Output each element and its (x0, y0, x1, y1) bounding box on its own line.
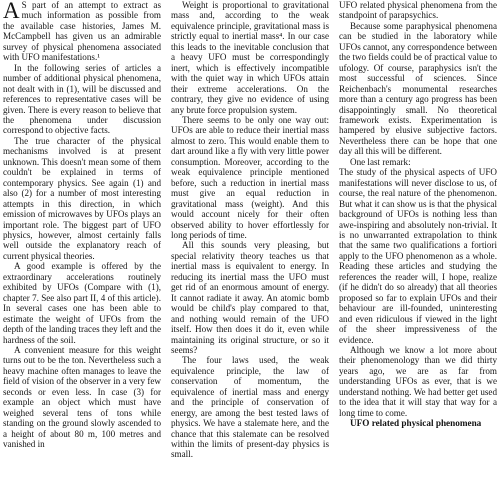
paragraph-3-1: UFO related physical phenomena from the standpoint of parapsychics. (339, 0, 497, 21)
paragraph-3-2: Because some paraphysical phenomena can be studied in the laboratory while UFOs cannot, any correspondence between the two fields could be of practical value to ufology. Of course, paraphysics isn't the most successful of sciences. Since Reichenbach's monumental researches more than a century ago progress has been disappointingly small. No theoretical framework exists. Experimentation is hampered by elusive subjective factors. Nevertheless there can be hope that one day all this will be different. (339, 20, 497, 157)
section-heading: UFO related physical phenomena (350, 418, 482, 429)
text-column-1 (3, 0, 161, 500)
paragraph-1-4: A good example is offered by the extraordinary accelerations routinely exhibited by UFOs (Compare with (1), chapter 7. See also part II, 4 of this article). In several cases one has been able to estimate the weight of UFOs from the depth of the landing traces they left and the hardness of the soil. (3, 261, 161, 345)
paragraph-2-1: Weight is proportional to gravitational mass and, according to the weak equivalence principle, gravitational mass is strictly equal to inertial mass⁴. In our case this leads to the inevitable conclusion that a heavy UFO must be correspondingly inert, which is effectively incompatible with the quiet way in which UFOs attain their extreme accelerations. On the contrary, they give no evidence of using any brute force propulsion system. (171, 0, 329, 115)
paragraph-1-3: The true character of the physical mechanisms involved is at present unknown. This doesn't mean some of them couldn't be explained in terms of contemporary physics. See again (1) and also (2) for a number of most interesting attempts in this direction, in which emission of microwaves by UFOs plays an important role. The biggest part of UFO physics, however, almost certainly falls well outside the explanatory reach of current physical theories. (3, 135, 161, 261)
paragraph-2-2: There seems to be only one way out: UFOs are able to reduce their inertial mass almost to zero. This would enable them to dart around like a fly with very little power consumption. Moreover, according to the weak equivalence principle mentioned before, such a reduction in inertial mass must give an equal reduction in gravitational mass (weight). And this would account nicely for their often observed ability to hover effortlessly for long periods of time. (171, 114, 329, 240)
paragraph-text: S part of an attempt to extract as much information as possible from the available case histories, James M. McCampbell has given us an admirable survey of physical phenomena associated with UFO manifestations.¹ (3, 0, 161, 63)
text-column-2 (171, 0, 329, 500)
paragraph-3-4: The study of the physical aspects of UFO manifestations will never disclose to us, of course, the real nature of the phenomenon. But what it can show us is that the physical background of UFOs is nothing less than awe-inspiring and absolutely non-trivial. It is no unwarranted extrapolation to think that the same two qualifications a fortiori apply to the UFO phenomenon as a whole. Reading these articles and studying the references the reader will, I hope, realize (if he didn't do so already) that all theories proposed so far to explain UFOs and their behaviour are ill-founded, uninteresting and even ridiculous if viewed in the light of the sheer impressiveness of the evidence. (339, 167, 497, 345)
paragraph-1-5: A convenient measure for this weight turns out to be the ton. Nevertheless such a heavy machine often manages to leave the field of vision of the observer in a very few seconds or even less. In case (3) for example an object which must have weighed several tens of tons while standing on the ground slowly ascended to a height of about 80 m, 100 metres and vanished in (3, 344, 161, 450)
paragraph-1-1 (3, 0, 161, 63)
paragraph-2-3: All this sounds very pleasing, but special relativity theory teaches us that inertial mass is equivalent to energy. In reducing its inertial mass the UFO must get rid of an enormous amount of energy. It cannot radiate it away. An atomic bomb would be child's play compared to that, and nothing would remain of the UFO itself. How then does it do it, even while maintaining its original structure, or so it seems? (171, 240, 329, 355)
text-column-3 (339, 0, 497, 500)
paragraph-1-2: In the following series of articles a number of additional physical phenomena, not dealt with in (1), will be discussed and references to representative cases will be given. There is every reason to believe that the phenomena under discussion correspond to objective facts. (3, 62, 161, 136)
paragraph-3-5: Although we know a lot more about their phenomenology than we did thirty years ago, we are as far from understanding UFOs as ever, that is we understand nothing. We had better get used to the idea that it will stay that way for a long time to come. (339, 344, 497, 418)
paragraph-2-4: The four laws used, the weak equivalence principle, the law of conservation of momentum, the equivalence of inertial mass and energy and the principle of conservation of energy, are among the best tested laws of physics. We have a stalemate here, and the chance that this stalemate can be resolved within the limits of present-day physics is small. (171, 355, 329, 460)
paragraph-3-3: One last remark: (350, 156, 411, 167)
drop-cap: A (3, 0, 20, 23)
